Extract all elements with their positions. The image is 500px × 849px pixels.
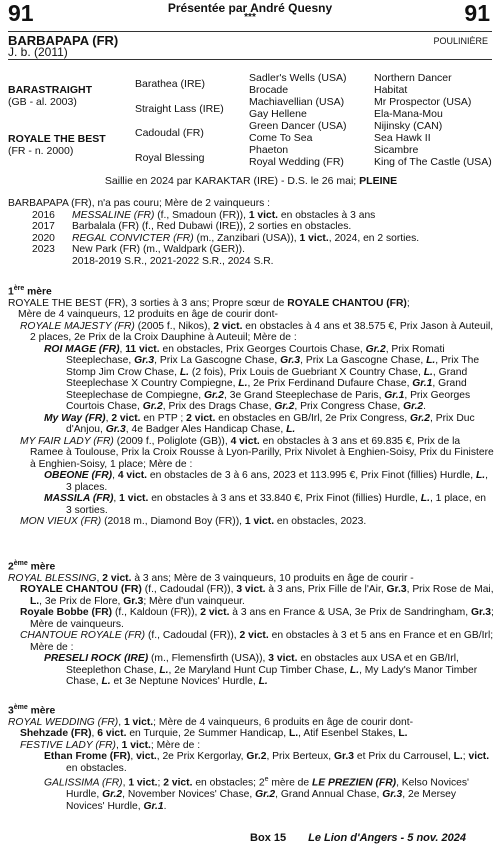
ped-gen4-7: Sicambre [374,144,419,156]
third-dam-section: 3ème mère ROYAL WEDDING (FR), 1 vict.; Mère de 4 vainqueurs, 6 produits en âge de courir dont- Shehzade (FR), 6 vict. en Turquie, 2e Summer Handicap, L., Atif Esenbel Stakes, L. FESTIVE LADY (FR), 1 vict.; Mère de : Ethan Frome (FR), vict., 2e Prix Kergorlay, Gr.2, Prix Berteux, Gr.3 et Prix du Carrousel, L.; vict. en obstacles. GALISSIMA (FR), 1 vict.; 2 vict. en obstacles; 2e mère de LE PREZIEN (FR), Kelso Novices' Hurdle, Gr.2, November Novices' Chase, Gr.2, Grand Annual Chase, Gr.3, 2e Mersey Novices' Hurdle, Gr.1. [8,698,494,812]
sale-info: Le Lion d'Angers - 5 nov. 2024 [308,832,466,844]
lot-number-left: 91 [8,0,34,26]
ped-gen4-1: Northern Dancer [374,72,452,84]
ped-gen3-1: Sadler's Wells (USA) [249,72,347,84]
produce-record [8,198,494,267]
ped-gen3-5: Green Dancer (USA) [249,120,347,132]
produce-row: 2016 MESSALINE (FR) (f., Smadoun (FR)), 1 vict. en obstacles à 3 ans [32,209,376,221]
produce-note: 2018-2019 S.R., 2021-2022 S.R., 2024 S.R. [72,255,274,267]
ped-gen3-8: Royal Wedding (FR) [249,156,344,168]
section-heading-second-dam: 2ème mère [8,560,56,573]
ped-gen4-8: King of The Castle (USA) [374,156,492,168]
ped-gen3-2: Brocade [249,84,289,96]
ped-gen2-4: Royal Blessing [135,152,205,164]
produce-intro: BARBAPAPA (FR), n'a pas couru; Mère de 2 vainqueurs : [8,198,270,209]
ped-gen3-4: Gay Hellene [249,108,307,120]
produce-row: 2023 New Park (FR) (m., Waldpark (GER)). [32,244,245,255]
lot-number-right: 91 [464,0,490,26]
category-label: POULINIÈRE [433,36,488,46]
horse-name: BARBAPAPA (FR) [8,33,119,48]
header-rule [8,31,492,32]
first-dam-section: 1ère mère ROYALE THE BEST (FR), 3 sorties à 3 ans; Propre sœur de ROYALE CHANTOU (FR); Mère de 4 vainqueurs, 12 produits en âge de courir dont- ROYALE MAJESTY (FR) (2005 f., Nikos), 2 vict. en obstacles à 4 ans et 38.575 €, Prix Jason à Auteuil, 2 places, 2e Prix de la Croix Dauphine à Auteuil; Mère de : ROI MAGE (FR), 11 vict. en obstacles, Prix Georges Courtois Chase, Gr.2, Prix Romati Steeplechase, Gr.3, Prix La Gascogne Chase, Gr.3, Prix La Gascogne Chase, L., Prix The Stomp Jim Crow Chase, L. (2 fois), Prix Louis de Guebriant X Country Chase, L., Grand Steeplechase X Country Compiegne, L., 2e Prix Ferdinand Dufaure Chase, Gr.1, Grand Steeplechase de Compiegne, Gr.2, 3e Grand Steeplechase de Paris, Gr.1, Prix Georges Courtois Chase, Gr.2, Prix des Drags Chase, Gr.2, Prix Congress Chase, Gr.2. My Way (FR), 2 vict. en PTP ; 2 vict. en obstacles en GB/Irl, 2e Prix Congress, Gr.2, Prix Duc d'Anjou, Gr.3, 4e Badger Ales Handicap Chase, L. MY FAIR LADY (FR) (2009 f., Poliglote (GB)), 4 vict. en obstacles à 3 ans et 69.835 €, Prix de la Ramee à Toulouse, Prix la Croix Rousse à Lyon-Parilly, Prix Nivolet à Enghien-Soisy, Prix du Finistere à Enghien-Soisy, 1 place; Mère de : OBEONE (FR), 4 vict. en obstacles de 3 à 6 ans, 2023 et 113.995 €, Prix Finot (fillies) Hurdle, L., 3 places. MASSILA (FR), 1 vict. en obstacles à 3 ans et 33.840 €, Prix Finot (fillies) Hurdle, L., 1 place, en 3 sorties. MON VIEUX (FR) (2018 m., Diamond Boy (FR)), 1 vict. en obstacles, 2023. [8,285,494,528]
ped-gen4-6: Sea Hawk II [374,132,431,144]
sire-name: BARASTRAIGHT [8,84,92,96]
dam-name: ROYALE THE BEST [8,133,106,145]
box-number: Box 15 [250,832,287,844]
produce-row: 2020 REGAL CONVICTER (FR) (m., Zanzibari (USA)), 1 vict., 2024, en 2 sorties. [32,232,420,244]
presenter: Présentée par André Quesny [167,1,333,15]
covering-status: PLEINE [359,175,398,187]
ped-gen2-1: Barathea (IRE) [135,78,206,90]
dam-detail: (FR - n. 2000) [8,145,74,157]
ped-gen2-3: Cadoudal (FR) [135,127,204,139]
section-heading-third-dam: 3ème mère [8,704,56,717]
ped-gen3-3: Machiavellian (USA) [249,96,345,108]
page-footer [250,832,466,844]
ped-gen4-2: Habitat [374,84,408,96]
ped-gen2-2: Straight Lass (IRE) [135,103,224,115]
covering-text: Saillie en 2024 par KARAKTAR (IRE) - D.S. le 26 mai; [104,175,360,187]
second-dam-section: 2ème mère ROYAL BLESSING, 2 vict. à 3 ans; Mère de 3 vainqueurs, 10 produits en âge de courir - ROYALE CHANTOU (FR) (f., Cadoudal (FR)), 3 vict. à 3 ans, Prix Fille de l'Air, Gr.3, Prix Rose de Mai, L., 3e Prix de Flore, Gr.3; Mère d'un vainqueur. Royale Bobbe (FR) (f., Kaldoun (FR)), 2 vict. à 3 ans en France & USA, 3e Prix de Sandringham, Gr.3; Mère de vainqueurs. CHANTOUE ROYALE (FR) (f., Cadoudal (FR)), 2 vict. en obstacles à 3 et 5 ans en France et en GB/Irl; Mère de : PRESELI ROCK (IRE) (m., Flemensfirth (USA)), 3 vict. en obstacles aux USA et en GB/Irl, Steeplethon Chase, L., 2e Maryland Hunt Cup Timber Chase, L., My Lady's Manor Timber Chase, L. et 3e Neptune Novices' Hurdle, L. [8,560,494,688]
first-dam-entry: ROYALE THE BEST (FR), 3 sorties à 3 ans; Propre sœur de ROYALE CHANTOU (FR); [8,297,410,309]
covering-line [8,176,494,188]
sire-detail: (GB - al. 2003) [8,96,77,108]
rating-stars: *** [244,12,256,23]
horse-sex-age: J. b. (2011) [8,45,68,59]
produce-row: 2017 Barbalala (FR) (f., Red Dubawi (IRE)), 2 sorties en obstacles. [32,221,352,232]
ped-gen4-4: Ela-Mana-Mou [374,108,443,120]
ped-gen4-5: Nijinsky (CAN) [374,120,443,132]
ped-gen4-3: Mr Prospector (USA) [374,96,472,108]
section-heading-first-dam: 1ère mère [8,285,52,298]
ped-gen3-7: Phaeton [249,144,289,156]
ped-gen3-6: Come To Sea [249,132,313,144]
pedigree-rule [8,59,492,60]
